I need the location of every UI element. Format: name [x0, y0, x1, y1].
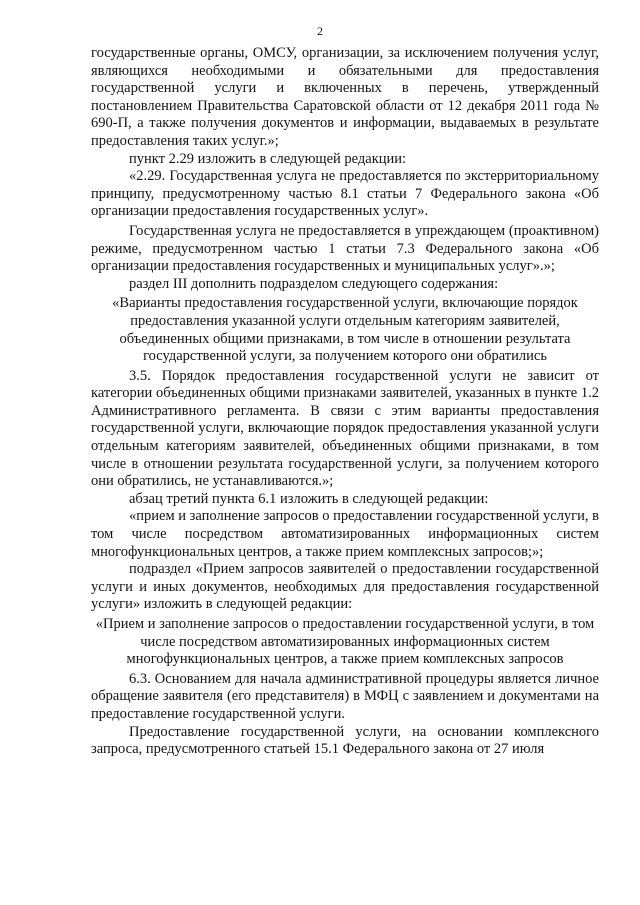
page-number: 2	[317, 24, 323, 38]
paragraph-item-6-3: 6.3. Основанием для начала административной процедуры является личное обращение заявителя (его представителя) в МФЦ с заявлением и документами на предоставление государственной услуги.	[91, 670, 599, 722]
subsection-heading-reception: «Прием и заполнение запросов о предоставлении государственной услуги, в том числе посредством автоматизированных информационных систем многофункциональных центров, а также прием комплексных запросов	[95, 616, 595, 668]
paragraph-item-6-1: «прием и заполнение запросов о предоставлении государственной услуги, в том числе посредством автоматизированных информационных систем многофункциональных центров, а также прием комплексных запросов;»;	[91, 508, 599, 560]
paragraph-continuation: государственные органы, ОМСУ, организации, за исключением получения услуг, являющихся необходимыми и обязательными для предоставления государственной услуги и включенных в перечень, утвержденный постановлением Правительства Саратовской области от 12 декабря 2011 года № 690-П, а также получения документов и информации, выдаваемых в результате предоставления таких услуг.»;	[91, 45, 599, 149]
document-body	[91, 45, 599, 759]
paragraph-item-6-1-instruction: абзац третий пункта 6.1 изложить в следующей редакции:	[129, 490, 489, 507]
subsection-heading-variants: «Варианты предоставления государственной услуги, включающие порядок предоставления указанной услуги отдельным категориям заявителей, объединенных общими признаками, в том числе в отношении результата государственной услуги, за получением которого они обратились	[112, 295, 578, 365]
paragraph-item-2-29: «2.29. Государственная услуга не предоставляется по экстерриториальному принципу, предусмотренному частью 8.1 статьи 7 Федерального закона «Об организации предоставления государственных услуг».	[91, 168, 599, 220]
paragraph-complex-request: Предоставление государственной услуги, на основании комплексного запроса, предусмотренного статьей 15.1 Федерального закона от 27 июля	[91, 723, 599, 758]
paragraph-proactive-mode: Государственная услуга не предоставляется в упреждающем (проактивном) режиме, предусмотренном частью 1 статьи 7.3 Федерального закона «Об организации предоставления государственных и муниципальных услуг».»;	[91, 222, 599, 275]
paragraph-subsection-instruction: подраздел «Прием запросов заявителей о предоставлении государственной услуги и иных документов, необходимых для предоставления государственной услуги» изложить в следующей редакции:	[91, 561, 599, 613]
paragraph-item-2-29-instruction: пункт 2.29 изложить в следующей редакции:	[129, 150, 407, 167]
paragraph-section-3-instruction: раздел III дополнить подразделом следующего содержания:	[129, 275, 499, 292]
paragraph-item-3-5: 3.5. Порядок предоставления государственной услуги не зависит от категории объединенных общими признаками заявителей, указанных в пункте 1.2 Административного регламента. В связи с этим варианты предоставления государственной услуги, включающие порядок предоставления указанной услуги отдельным категориям заявителей, объединенных общими признаками, в том числе в отношении результата государственной услуги, за получением которого они обратились, не устанавливаются.»;	[91, 367, 599, 490]
